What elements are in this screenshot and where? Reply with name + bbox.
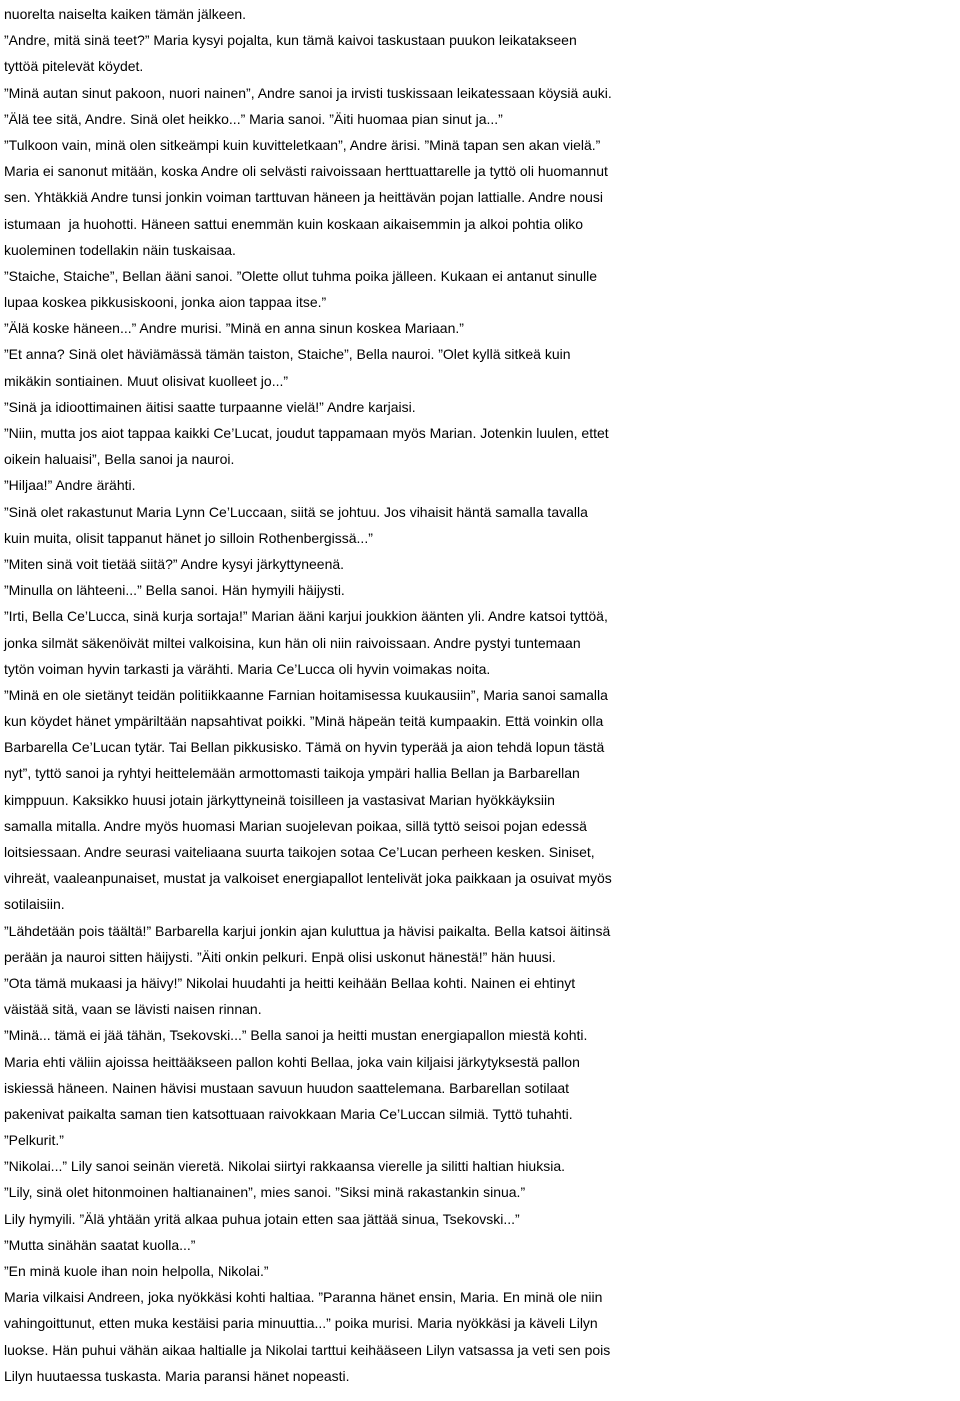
text-line: tytön voiman hyvin tarkasti ja värähti. Maria Ce’Lucca oli hyvin voimakas noita. bbox=[4, 660, 491, 677]
text-line: Maria ei sanonut mitään, koska Andre oli selvästi raivoissaan herttuattarelle ja tyttö oli huomannut bbox=[4, 163, 608, 180]
text-line: ”En minä kuole ihan noin helpolla, Nikolai.” bbox=[4, 1263, 269, 1279]
text-line: Maria vilkaisi Andreen, joka nyökkäsi kohti haltiaa. ”Paranna hänet ensin, Maria. En minä ole niin bbox=[4, 1289, 603, 1306]
text-line: Barbarella Ce’Lucan tytär. Tai Bellan pikkusisko. Tämä on hyvin typerää ja aion tehdä lopun tästä bbox=[4, 739, 605, 756]
text-line: ”Älä koske häneen...” Andre murisi. ”Minä en anna sinun koskea Mariaan.” bbox=[4, 320, 464, 337]
text-line: Maria ehti väliin ajoissa heittääkseen pallon kohti Bellaa, joka vain kiljaisi järkytyksestä pallon bbox=[4, 1053, 580, 1070]
text-line: Lily hymyili. ”Älä yhtään yritä alkaa puhua jotain etten saa jättää sinua, Tsekovski...” bbox=[4, 1210, 520, 1227]
text-line: ”Minä... tämä ei jää tähän, Tsekovski...” Bella sanoi ja heitti mustan energiapallon miestä kohti. bbox=[4, 1027, 588, 1044]
text-line: kuoleminen todellakin näin tuskaisaa. bbox=[4, 241, 236, 258]
text-line: ”Minulla on lähteeni...” Bella sanoi. Hän hymyili häijysti. bbox=[4, 582, 345, 599]
text-line: nuorelta naiselta kaiken tämän jälkeen. bbox=[4, 6, 247, 22]
text-line: sen. Yhtäkkiä Andre tunsi jonkin voiman tarttuvan häneen ja heittävän pojan lattialle. Andre nousi bbox=[4, 189, 604, 206]
text-line: istumaan ja huohotti. Häneen sattui enemmän kuin koskaan aikaisemmin ja alkoi pohtia oliko bbox=[4, 215, 583, 232]
text-line: ”Miten sinä voit tietää siitä?” Andre kysyi järkyttyneenä. bbox=[4, 555, 345, 572]
text-line: vahingoittunut, etten muka kestäisi paria minuuttia...” poika murisi. Maria nyökkäsi ja käveli Lilyn bbox=[4, 1315, 598, 1332]
text-line: ”Ota tämä mukaasi ja häivy!” Nikolai huudahti ja heitti keihään Bellaa kohti. Nainen ei ehtinyt bbox=[4, 974, 576, 991]
text-line: ”Tulkoon vain, minä olen sitkeämpi kuin kuvitteletkaan”, Andre ärisi. ”Minä tapan sen akan vielä.” bbox=[4, 136, 601, 153]
text-line: ”Älä tee sitä, Andre. Sinä olet heikko...” Maria sanoi. ”Äiti huomaa pian sinut ja...” bbox=[4, 110, 503, 127]
text-line: oikein haluaisi”, Bella sanoi ja nauroi. bbox=[4, 451, 235, 468]
text-line: ”Mutta sinähän saatat kuolla...” bbox=[4, 1236, 196, 1253]
text-line: nyt”, tyttö sanoi ja ryhtyi heittelemään armottomasti taikoja ympäri hallia Bellan ja Barbarellan bbox=[4, 765, 580, 782]
text-line: kimppuun. Kaksikko huusi jotain järkyttyneinä toisilleen ja vastasivat Marian hyökkäyksiin bbox=[4, 791, 555, 808]
text-line: mikäkin sontiainen. Muut olisivat kuolleet jo...” bbox=[4, 372, 289, 389]
text-line: väistää sitä, vaan se lävisti naisen rinnan. bbox=[4, 1001, 262, 1018]
text-line: jonka silmät säkenöivät miltei valkoisina, kun hän oli niin raivoissaan. Andre pystyi tuntemaan bbox=[4, 634, 581, 651]
text-line: loitsiessaan. Andre seurasi vaiteliaana suurta taikojen sotaa Ce’Lucan perheen kesken. Siniset, bbox=[4, 844, 595, 860]
text-line: pakenivat paikalta saman tien katsottuaan raivokkaan Maria Ce’Luccan silmiä. Tyttö tuhahti. bbox=[4, 1105, 573, 1122]
text-line: ”Niin, mutta jos aiot tappaa kaikki Ce’Lucat, joudut tappamaan myös Marian. Jotenkin luulen, ettet bbox=[4, 425, 609, 441]
text-line: ”Hiljaa!” Andre ärähti. bbox=[4, 477, 136, 494]
text-line: ”Irti, Bella Ce’Lucca, sinä kurja sortaja!” Marian ääni karjui joukkion äänten yli. Andre katsoi tyttöä, bbox=[4, 608, 608, 625]
text-line: sotilaisiin. bbox=[4, 896, 65, 913]
text-line: ”Lily, sinä olet hitonmoinen haltianainen”, mies sanoi. ”Siksi minä rakastankin sinua.” bbox=[4, 1184, 526, 1201]
text-line: ”Sinä olet rakastunut Maria Lynn Ce’Luccaan, siitä se johtuu. Jos vihaisit häntä samalla tavalla bbox=[4, 503, 588, 520]
text-line: ”Minä autan sinut pakoon, nuori nainen”, Andre sanoi ja irvisti tuskissaan leikatessaan köysiä auki. bbox=[4, 84, 612, 101]
text-line: ”Staiche, Staiche”, Bellan ääni sanoi. ”Olette ollut tuhma poika jälleen. Kukaan ei antanut sinulle bbox=[4, 267, 598, 284]
text-line: kun köydet hänet ympäriltään napsahtivat poikki. ”Minä häpeän teitä kumpaakin. Että voinkin olla bbox=[4, 713, 604, 730]
story-text bbox=[4, 1, 960, 1389]
text-line: ”Minä en ole sietänyt teidän politiikkaanne Farnian hoitamisessa kuukausiin”, Maria sanoi samalla bbox=[4, 686, 608, 703]
text-line: ”Nikolai...” Lily sanoi seinän vieretä. Nikolai siirtyi rakkaansa vierelle ja silitti haltian hiuksia. bbox=[4, 1158, 566, 1175]
text-line: samalla mitalla. Andre myös huomasi Marian suojelevan poikaa, sillä tyttö seisoi pojan edessä bbox=[4, 817, 587, 834]
text-line: ”Sinä ja idioottimainen äitisi saatte turpaanne vielä!” Andre karjaisi. bbox=[4, 398, 416, 415]
text-line: lupaa koskea pikkusiskooni, jonka aion tappaa itse.” bbox=[4, 294, 327, 311]
text-line: perään ja nauroi sitten häijysti. ”Äiti onkin pelkuri. Enpä olisi uskonut hänestä!” hän huusi. bbox=[4, 948, 556, 965]
text-line: ”Et anna? Sinä olet häviämässä tämän taiston, Staiche”, Bella nauroi. ”Olet kyllä sitkeä kuin bbox=[4, 346, 571, 363]
text-line: tyttöä pitelevät köydet. bbox=[4, 58, 144, 75]
text-line: Lilyn huutaessa tuskasta. Maria paransi hänet nopeasti. bbox=[4, 1367, 350, 1384]
text-line: ”Lähdetään pois täältä!” Barbarella karjui jonkin ajan kuluttua ja hävisi paikalta. Bella katsoi äitinsä bbox=[4, 922, 611, 939]
text-line: ”Pelkurit.” bbox=[4, 1132, 64, 1149]
text-line: iskiessä häneen. Nainen hävisi mustaan savuun huudon saattelemana. Barbarellan sotilaat bbox=[4, 1079, 570, 1096]
text-line: ”Andre, mitä sinä teet?” Maria kysyi pojalta, kun tämä kaivoi taskustaan puukon leikatakseen bbox=[4, 32, 577, 49]
text-line: kuin muita, olisit tappanut hänet jo silloin Rothenbergissä...” bbox=[4, 529, 373, 546]
text-line: vihreät, vaaleanpunaiset, mustat ja valkoiset energiapallot lentelivät joka paikkaan ja osuivat myös bbox=[4, 870, 612, 887]
text-line: luokse. Hän puhui vähän aikaa haltialle ja Nikolai tarttui keihääseen Lilyn vatsassa ja veti sen pois bbox=[4, 1341, 611, 1358]
